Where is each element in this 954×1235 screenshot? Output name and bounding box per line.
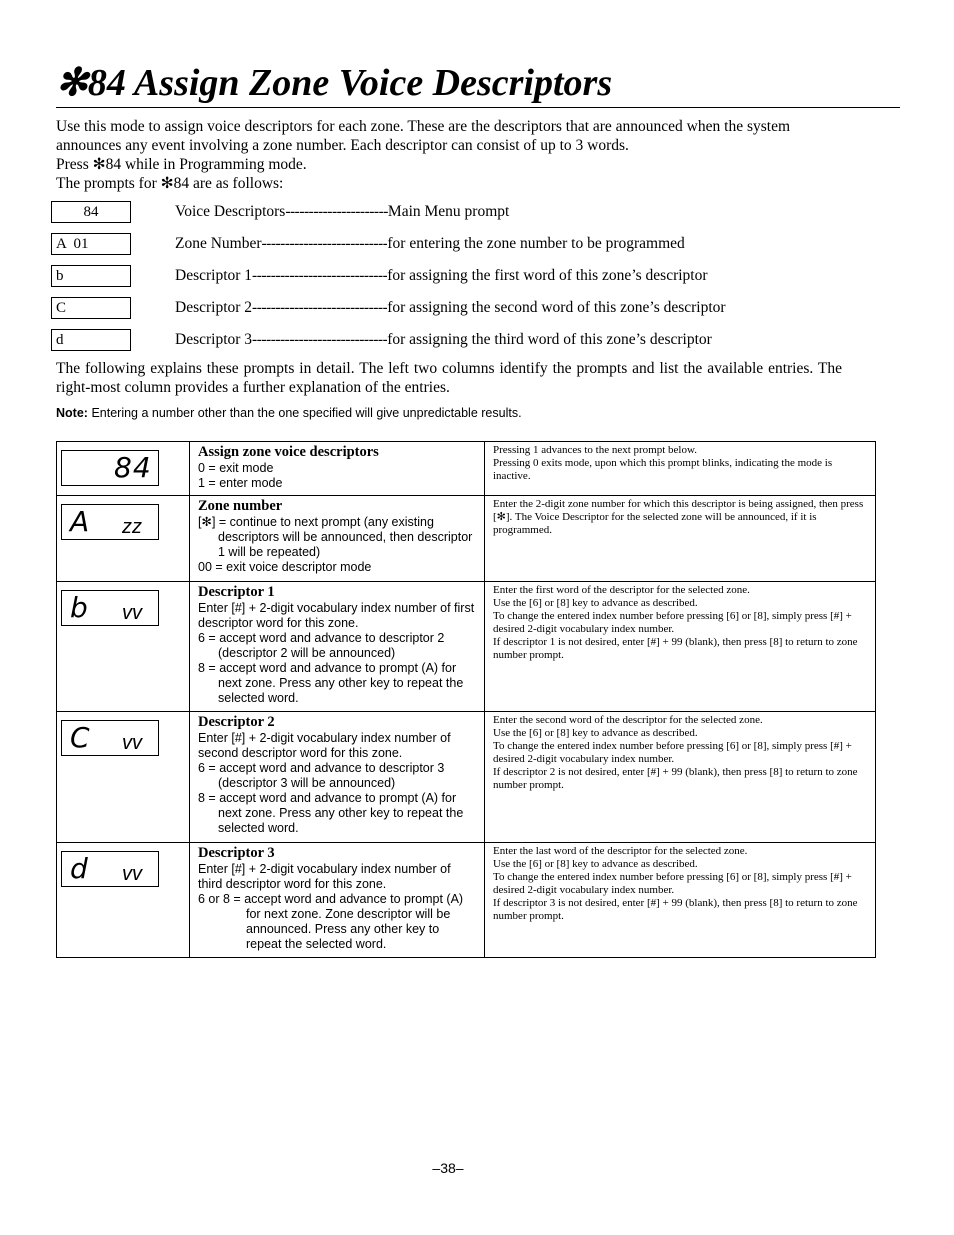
prompt-detail-table [56,441,876,958]
display-placeholder: zz [122,516,142,538]
entry-line: 6 or 8 = accept word and advance to prompt (A) for next zone. Zone descriptor will be announced. Press any other key to repeat the selected word. [198,892,464,951]
explain-line: Enter the 2-digit zone number for which this descriptor is being assigned, then press [✻]. The Voice Descriptor for the selected zone will be announced, if it is programmed. [493,498,864,536]
explain-line: Pressing 0 exits mode, upon which this prompt blinks, indicating the mode is inactive. [493,457,833,482]
note-text: Entering a number other than the one specified will give unpredictable results. [91,406,522,420]
display-placeholder: vv [122,732,142,754]
display-prompt-letter: A [70,505,90,538]
entry-line: 0 = exit mode [198,461,274,475]
display-placeholder: vv [122,602,142,624]
entry-line: Enter [#] + 2-digit vocabulary index number of second descriptor word for this zone. [198,731,451,760]
prompt-line [175,233,855,255]
entry-line: 8 = accept word and advance to prompt (A) for next zone. Press any other key to repeat the selected word. [198,661,464,705]
prompt-row-descriptor-2 [51,297,851,321]
leader-dashes: ----------------------------- [252,267,388,284]
intro-prompts-line: The prompts for ✻84 are as follows: [56,175,284,192]
explain-line: To change the entered index number before pressing [6] or [8], simply press [#] + desired 2-digit vocabulary index number. [493,871,852,896]
prompt-name: Descriptor 1 [175,267,253,284]
explanation-cell [485,496,876,582]
explain-line: To change the entered index number before pressing [6] or [8], simply press [#] + desired 2-digit vocabulary index number. [493,610,852,635]
explanation-cell [485,712,876,843]
entry-line: 6 = accept word and advance to descriptor 2 (descriptor 2 will be announced) [198,631,445,660]
display-digits: 84 [114,451,152,484]
display-cell [57,496,190,582]
leader-dashes: ---------------------- [285,203,388,220]
prompt-desc: Main Menu prompt [387,203,510,220]
explain-line: Enter the first word of the descriptor for the selected zone. [493,584,750,596]
prompt-line [175,265,855,287]
prompt-display-box: C [51,297,131,319]
title-rule [56,107,900,108]
prompt-display-box: A 01 [51,233,131,255]
explanation-cell [485,442,876,496]
page-title: ✻84 Assign Zone Voice Descriptors [56,62,613,104]
prompt-name: Zone Number [175,235,262,252]
entries-cell [190,442,485,496]
keypad-display [61,851,159,887]
prompt-desc: for assigning the second word of this zone’s descriptor [387,299,726,316]
explain-line: Pressing 1 advances to the next prompt below. [493,444,697,456]
explain-line: If descriptor 2 is not desired, enter [#] + 99 (blank), then press [8] to return to zone number prompt. [493,766,858,791]
row-heading: Descriptor 1 [198,584,275,600]
prompt-line [175,329,855,351]
display-prompt-letter: b [70,591,88,624]
prompt-row-zone-number [51,233,851,257]
prompt-name: Descriptor 3 [175,331,253,348]
keypad-display [61,590,159,626]
prompt-display-box: d [51,329,131,351]
entry-line: 8 = accept word and advance to prompt (A) for next zone. Press any other key to repeat the selected word. [198,791,464,835]
entries-cell [190,496,485,582]
intro-press-line: Press ✻84 while in Programming mode. [56,156,307,173]
intro-paragraph: Use this mode to assign voice descriptors for each zone. These are the descriptors that are announced when the system announces any event involving a zone number. Each descriptor can consist of up to 3 words. [56,118,791,154]
prompt-desc: for assigning the first word of this zone’s descriptor [387,267,708,284]
display-cell [57,712,190,843]
keypad-display [61,450,159,486]
prompt-row-main-menu [51,201,851,225]
leader-dashes: ----------------------------- [252,331,388,348]
leader-dashes: --------------------------- [261,235,388,252]
row-heading: Zone number [198,498,283,514]
explain-line: Enter the last word of the descriptor for the selected zone. [493,845,748,857]
leader-dashes: ----------------------------- [252,299,388,316]
table-row [57,496,876,582]
explanation-cell [485,843,876,958]
explain-line: Use the [6] or [8] key to advance as described. [493,597,698,609]
prompt-row-descriptor-3 [51,329,851,353]
explanation-paragraph: The following explains these prompts in detail. The left two columns identify the prompts and list the available entries. The right-most column provides a further explanation of the entries. [56,360,842,396]
entry-line: Enter [#] + 2-digit vocabulary index number of first descriptor word for this zone. [198,601,475,630]
display-prompt-letter: d [70,852,88,885]
row-heading: Assign zone voice descriptors [198,444,379,460]
note [56,405,522,421]
table-row [57,582,876,712]
explain-line: Use the [6] or [8] key to advance as described. [493,727,698,739]
prompt-display-box: b [51,265,131,287]
explain-line: Enter the second word of the descriptor for the selected zone. [493,714,763,726]
entry-line: 00 = exit voice descriptor mode [198,560,372,574]
prompt-display-box: 84 [51,201,131,223]
explain-line: If descriptor 3 is not desired, enter [#] + 99 (blank), then press [8] to return to zone number prompt. [493,897,858,922]
display-cell [57,582,190,712]
explain-line: If descriptor 1 is not desired, enter [#] + 99 (blank), then press [8] to return to zone number prompt. [493,636,858,661]
prompt-line [175,297,855,319]
entries-cell [190,582,485,712]
keypad-display [61,504,159,540]
prompt-desc: for assigning the third word of this zone’s descriptor [387,331,712,348]
display-cell [57,843,190,958]
page-number: –38– [432,1160,464,1176]
prompt-line [175,201,855,223]
intro-text [56,117,846,193]
entries-cell [190,843,485,958]
row-heading: Descriptor 3 [198,845,275,861]
entry-line: [✻] = continue to next prompt (any existing descriptors will be announced, then descriptor 1 will be repeated) [198,515,473,559]
row-heading: Descriptor 2 [198,714,275,730]
prompt-name: Voice Descriptors [175,203,286,220]
note-label: Note: [56,406,88,420]
table-row [57,442,876,496]
entries-cell [190,712,485,843]
entry-line: Enter [#] + 2-digit vocabulary index number of third descriptor word for this zone. [198,862,451,891]
prompt-row-descriptor-1 [51,265,851,289]
table-row [57,843,876,958]
prompt-desc: for entering the zone number to be programmed [387,235,685,252]
table-row [57,712,876,843]
display-prompt-letter: C [70,721,90,754]
entry-line: 6 = accept word and advance to descriptor 3 (descriptor 3 will be announced) [198,761,445,790]
prompt-name: Descriptor 2 [175,299,253,316]
explain-line: To change the entered index number before pressing [6] or [8], simply press [#] + desired 2-digit vocabulary index number. [493,740,852,765]
display-placeholder: vv [122,863,142,885]
explain-line: Use the [6] or [8] key to advance as described. [493,858,698,870]
display-cell [57,442,190,496]
explanation-cell [485,582,876,712]
entry-line: 1 = enter mode [198,476,283,490]
keypad-display [61,720,159,756]
